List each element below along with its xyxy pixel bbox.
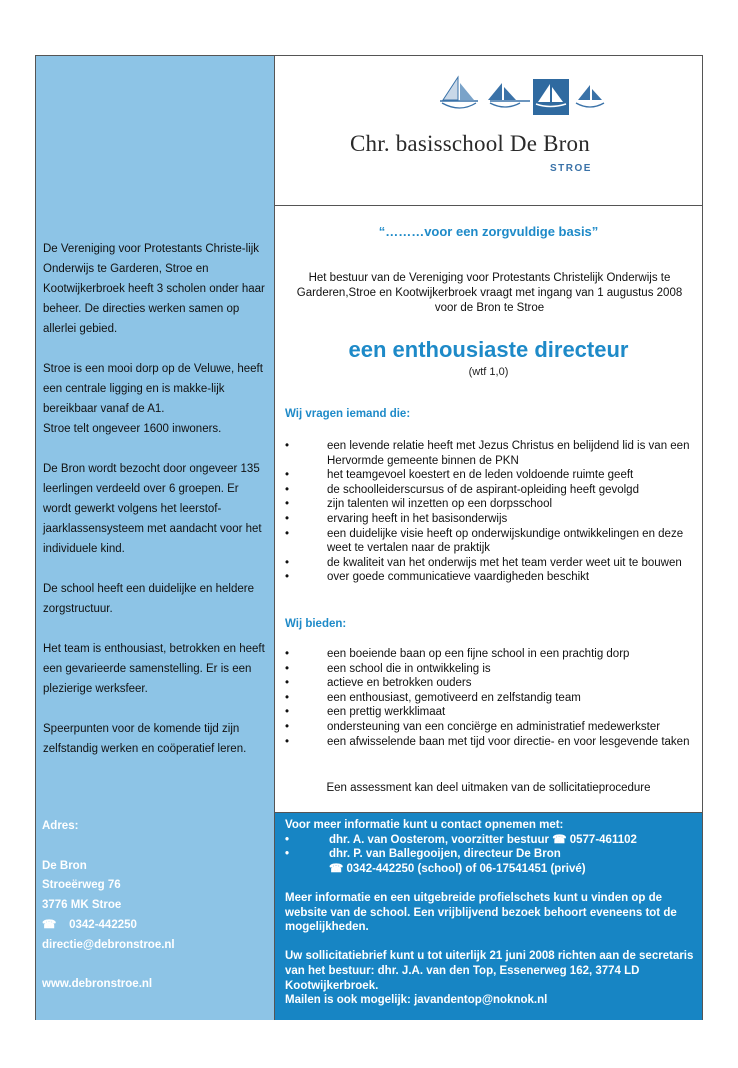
application-info: Uw sollicitatiebrief kunt u tot uiterlijk 21 juni 2008 richten aan de secretaris van het bestuur: dhr. J.A. van den Top, Essenerweg 162, 3774 LD Kootwijkerbroek. <box>285 950 694 992</box>
contact-person-1: • dhr. A. van Oosterom, voorzitter bestuur ☎ 0577-461102 <box>285 833 637 846</box>
assessment-note: Een assessment kan deel uitmaken van de sollicitatieprocedure <box>326 782 651 794</box>
contact-text <box>285 818 695 1008</box>
phone-icon: ☎ <box>42 918 70 931</box>
sidebar-paragraph: De school heeft een duidelijke en heldere zorgstructuur. <box>43 583 254 615</box>
sidebar-paragraph: Het team is enthousiast, betrokken en heeft een gevarieerde samenstelling. Er is een plezierige werksfeer. <box>43 643 265 695</box>
list-item: • een duidelijke visie heeft op onderwijskundige ontwikkelingen en deze weet te vertalen naar de praktijk <box>285 527 695 556</box>
sidebar-paragraph: Stroe telt ongeveer 1600 inwoners. <box>43 423 222 435</box>
list-item: • een afwisselende baan met tijd voor directie- en voor lesgevende taken <box>285 735 695 750</box>
list-item: • zijn talenten wil inzetten op een dorpsschool <box>285 497 695 512</box>
sidebar-paragraph: De Bron wordt bezocht door ongeveer 135 leerlingen verdeeld over 6 groepen. Er wordt gewerkt volgens het leerstof-jaarklassensysteem met aandacht voor het individuele kind. <box>43 463 262 555</box>
list-item: • ondersteuning van een conciërge en administratief medewerkster <box>285 720 695 735</box>
logo-sub: STROE <box>550 163 592 174</box>
tagline: “………voor een zorgvuldige basis” <box>378 224 599 239</box>
address-email[interactable]: directie@debronstroe.nl <box>42 938 175 951</box>
list-item: • ervaring heeft in het basisonderwijs <box>285 512 695 527</box>
list-item: • de kwaliteit van het onderwijs met het team verder weet uit te bouwen <box>285 556 695 571</box>
list-item: • over goede communicatieve vaardigheden beschikt <box>285 570 695 585</box>
sidebar-paragraph: Stroe is een mooi dorp op de Veluwe, heeft een centrale ligging en is makke-lijk bereikbaar vanaf de A1. <box>43 363 263 415</box>
address-website[interactable]: www.debronstroe.nl <box>42 978 153 991</box>
contact-phone: ☎ 0342-442250 (school) of 06-17541451 (privé) <box>329 862 586 875</box>
address <box>42 817 268 995</box>
list-item: • actieve en betrokken ouders <box>285 676 695 691</box>
address-street: Stroeërweg 76 <box>42 879 121 892</box>
list-item: • een levende relatie heeft met Jezus Christus en belijdend lid is van een Hervormde gemeente binnen de PKN <box>285 439 695 468</box>
ask-heading: Wij vragen iemand die: <box>285 408 411 420</box>
sidebar-info <box>36 56 275 812</box>
sidebar-paragraph: Speerpunten voor de komende tijd zijn zelfstandig werken en coöperatief leren. <box>43 723 247 755</box>
logo-name: Chr. basisschool De Bron <box>350 131 590 156</box>
sidebar-paragraph: De Vereniging voor Protestants Christe-lijk Onderwijs te Garderen, Stroe en Kootwijkerbroek heeft 3 scholen onder haar beheer. De directies werken samen op allerlei gebied. <box>43 243 265 335</box>
mail-info: Mailen is ook mogelijk: javandentop@noknok.nl <box>285 994 548 1007</box>
sidebar-text <box>43 239 269 779</box>
divider <box>275 205 702 206</box>
contact-block <box>275 812 702 1020</box>
address-name: De Bron <box>42 859 87 872</box>
website-info: Meer informatie en een uitgebreide profielschets kunt u vinden op de website van de school. Een vrijblijvend bezoek behoort eveneens tot de mogelijkheden. <box>285 891 677 934</box>
school-logo <box>350 73 630 193</box>
list-item: • een prettig werkklimaat <box>285 705 695 720</box>
address-label: Adres: <box>42 820 79 832</box>
list-item: • een boeiende baan op een fijne school in een prachtig dorp <box>285 647 695 662</box>
logo-sails-icon <box>350 73 630 123</box>
contact-intro: Voor meer informatie kunt u contact opnemen met: <box>285 819 564 831</box>
offer-heading: Wij bieden: <box>285 618 347 630</box>
list-item: • de schoolleiderscursus of de aspirant-opleiding heeft gevolgd <box>285 483 695 498</box>
address-phone: ☎ 0342-442250 <box>42 918 137 931</box>
list-item: • een school die in ontwikkeling is <box>285 662 695 677</box>
headline: een enthousiaste directeur <box>348 337 629 362</box>
address-city: 3776 MK Stroe <box>42 899 122 912</box>
contact-person-2: • dhr. P. van Ballegooijen, directeur De Bron <box>285 848 561 861</box>
wtf-note: (wtf 1,0) <box>468 366 509 378</box>
offer-list <box>285 647 695 749</box>
ask-list <box>285 439 695 585</box>
intro-text: Het bestuur van de Vereniging voor Protestants Christelijk Onderwijs te Garderen,Stroe en Kootwijkerbroek vraagt met ingang van 1 augustus 2008 voor de Bron te Stroe <box>296 272 683 314</box>
list-item: • het teamgevoel koestert en de leden voldoende ruimte geeft <box>285 468 695 483</box>
list-item: • een enthousiast, gemotiveerd en zelfstandig team <box>285 691 695 706</box>
